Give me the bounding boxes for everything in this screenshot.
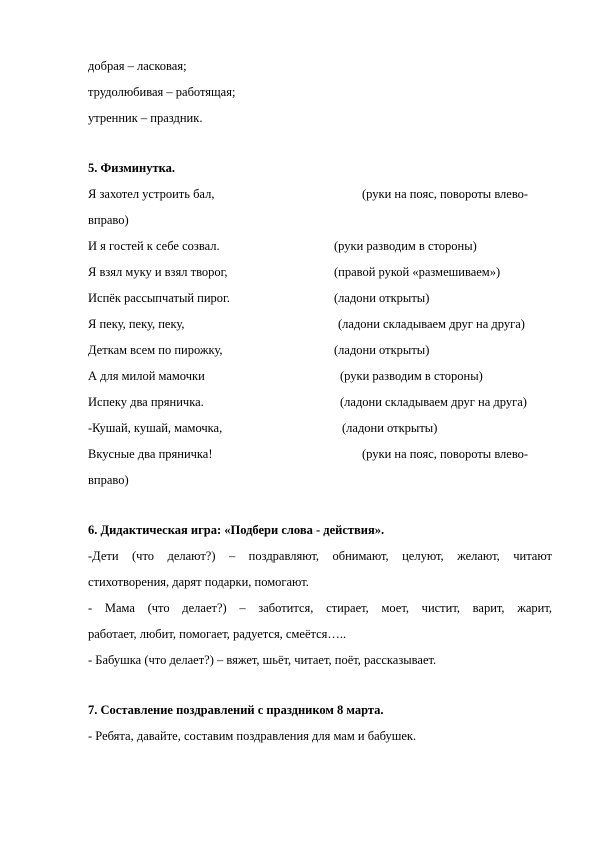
paragraph-line [88, 548, 552, 564]
paragraph-line: - Бабушка (что делает?) – вяжет, шьёт, читает, поёт, рассказывает. [88, 653, 437, 667]
paragraph-line: работает, любит, помогает, радуется, смеётся….. [88, 627, 347, 641]
poem-action: (правой рукой «размешиваем») [334, 265, 501, 279]
poem-line: Испеку два пряничка. [88, 395, 204, 409]
intro-line-3: утренник – праздник. [88, 111, 203, 125]
paragraph-line: стихотворения, дарят подарки, помогают. [88, 575, 309, 589]
section-6-heading: 6. Дидактическая игра: «Подбери слова - действия». [88, 523, 385, 537]
poem-action: (руки на пояс, повороты влево- [362, 187, 529, 201]
poem-line: -Кушай, кушай, мамочка, [88, 421, 223, 435]
paragraph-line [88, 600, 552, 616]
poem-line: Вкусные два пряничка! [88, 447, 213, 461]
intro-line-1: добрая – ласковая; [88, 59, 187, 73]
poem-line: И я гостей к себе созвал. [88, 239, 220, 253]
poem-line: Деткам всем по пирожку, [88, 343, 223, 357]
poem-action: (ладони открыты) [342, 421, 438, 435]
poem-action: (руки разводим в стороны) [340, 369, 483, 383]
poem-line: вправо) [88, 213, 129, 227]
intro-line-2: трудолюбивая – работящая; [88, 85, 236, 99]
poem-line: Я взял муку и взял творог, [88, 265, 228, 279]
poem-line: вправо) [88, 473, 129, 487]
poem-line: А для милой мамочки [88, 369, 205, 383]
paragraph-line: - Ребята, давайте, составим поздравления для мам и бабушек. [88, 729, 417, 743]
section-7-heading: 7. Составление поздравлений с праздником 8 марта. [88, 703, 384, 717]
paragraph-text: - Мама (что делает?) – заботится, стирает, моет, чистит, варит, жарит, [88, 601, 552, 615]
poem-action: (ладони открыты) [334, 343, 430, 357]
poem-action: (ладони складываем друг на друга) [340, 395, 527, 409]
poem-action: (руки разводим в стороны) [334, 239, 477, 253]
poem-line: Испёк рассыпчатый пирог. [88, 291, 230, 305]
section-5-heading: 5. Физминутка. [88, 161, 175, 175]
poem-line: Я пеку, пеку, пеку, [88, 317, 185, 331]
poem-action: (руки на пояс, повороты влево- [362, 447, 529, 461]
poem-line: Я захотел устроить бал, [88, 187, 215, 201]
paragraph-text: -Дети (что делают?) – поздравляют, обнимают, целуют, желают, читают [88, 549, 552, 563]
poem-action: (ладони складываем друг на друга) [338, 317, 525, 331]
poem-action: (ладони открыты) [334, 291, 430, 305]
